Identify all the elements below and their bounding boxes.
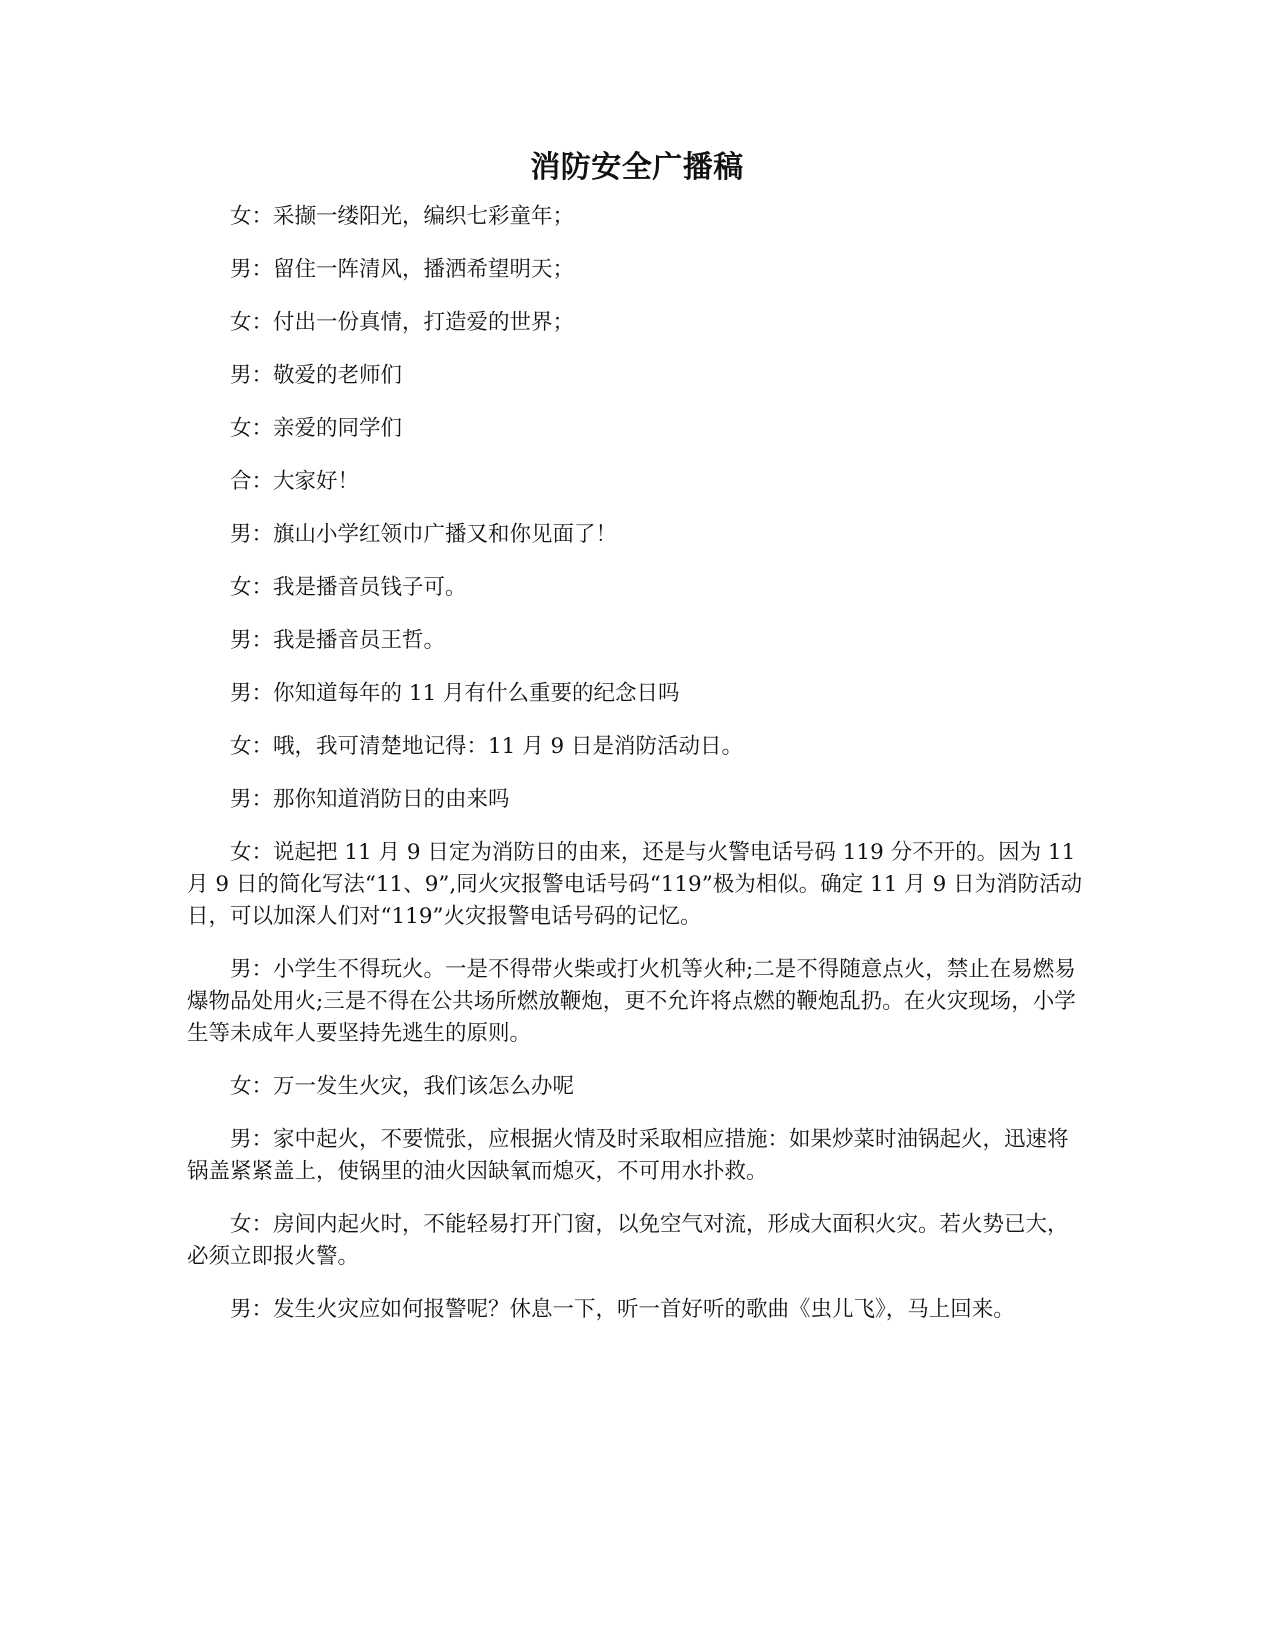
script-line: 男：你知道每年的 11 月有什么重要的纪念日吗 bbox=[230, 681, 680, 706]
script-paragraph: 男：小学生不得玩火。一是不得带火柴或打火机等火种;二是不得随意点火，禁止在易燃易爆物品处用火;三是不得在公共场所燃放鞭炮，更不允许将点燃的鞭炮乱扔。在火灾现场，小学生等未成年人要坚持先逃生的原则。 bbox=[187, 957, 1076, 1046]
script-line: 男：那你知道消防日的由来吗 bbox=[230, 787, 510, 812]
script-paragraph: 男：发生火灾应如何报警呢？休息一下，听一首好听的歌曲《虫儿飞》，马上回来。 bbox=[230, 1297, 1015, 1322]
document-title: 消防安全广播稿 bbox=[530, 150, 744, 185]
script-line: 男：我是播音员王哲。 bbox=[230, 628, 446, 653]
script-line: 男：敬爱的老师们 bbox=[230, 363, 403, 388]
script-line: 合：大家好！ bbox=[230, 469, 360, 494]
script-line: 男：留住一阵清风，播洒希望明天； bbox=[230, 257, 575, 282]
script-line: 女：哦，我可清楚地记得：11 月 9 日是消防活动日。 bbox=[230, 734, 744, 759]
script-line: 女：付出一份真情，打造爱的世界； bbox=[230, 310, 575, 335]
script-paragraph: 男：家中起火，不要慌张，应根据火情及时采取相应措施：如果炒菜时油锅起火，迅速将锅盖紧紧盖上，使锅里的油火因缺氧而熄灭，不可用水扑救。 bbox=[187, 1127, 1069, 1184]
script-paragraph: 女：房间内起火时，不能轻易打开门窗，以免空气对流，形成大面积火灾。若火势已大，必须立即报火警。 bbox=[187, 1212, 1069, 1269]
script-line: 女：万一发生火灾，我们该怎么办呢 bbox=[230, 1074, 575, 1099]
script-line: 女：亲爱的同学们 bbox=[230, 416, 403, 441]
script-paragraph: 女：说起把 11 月 9 日定为消防日的由来，还是与火警电话号码 119 分不开的。因为 11 月 9 日的简化写法“11、9”,同火灾报警电话号码“119”极为相似。确定 11 月 9 日为消防活动日，可以加深人们对“119”火灾报警电话号码的记忆。 bbox=[187, 840, 1083, 929]
document-body bbox=[187, 148, 1087, 1347]
script-line: 女：我是播音员钱子可。 bbox=[230, 575, 467, 600]
script-line: 女：采撷一缕阳光，编织七彩童年； bbox=[230, 204, 575, 229]
script-line: 男：旗山小学红领巾广播又和你见面了！ bbox=[230, 522, 618, 547]
